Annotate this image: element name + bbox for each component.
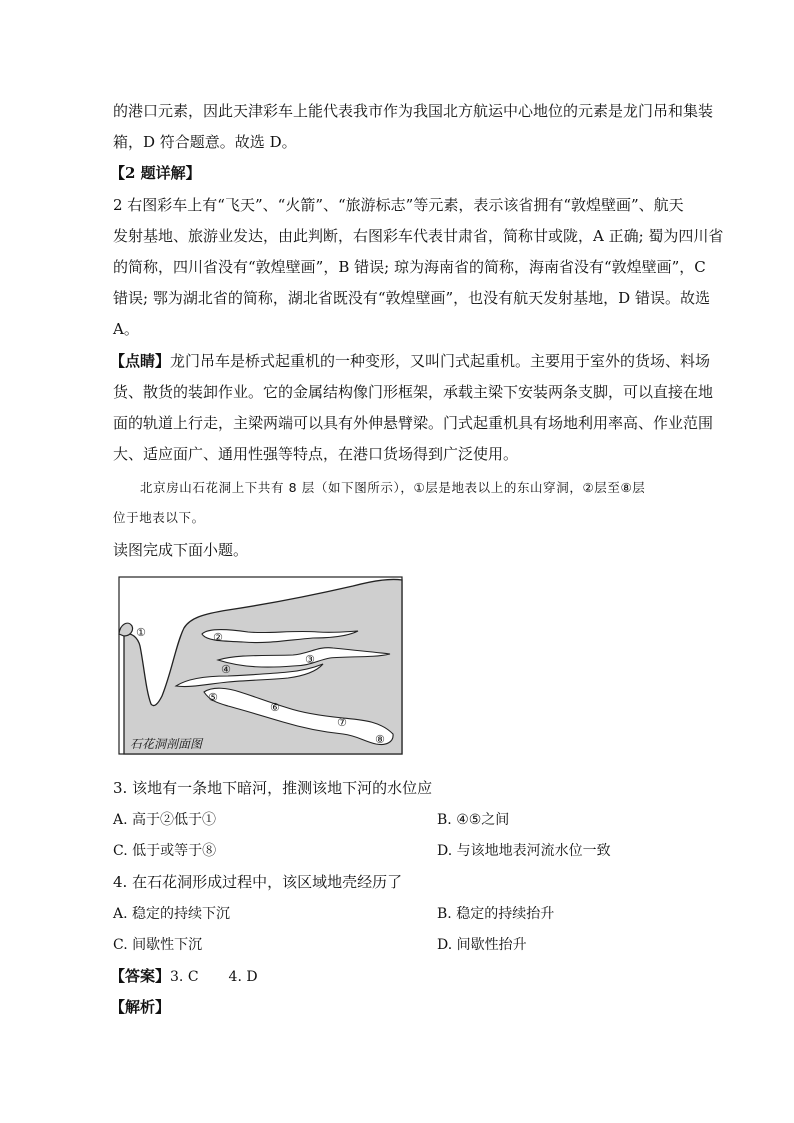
layer-label-5: ⑤ xyxy=(208,691,218,704)
layer-label-1: ① xyxy=(136,626,146,639)
tip-line: 面的轨道上行走，主梁两端可以具有外伸悬臂梁。门式起重机具有场地利用率高、作业范围 xyxy=(113,414,714,432)
paragraph-line: 的港口元素，因此天津彩车上能代表我市作为我国北方航运中心地位的元素是龙门吊和集装 xyxy=(113,102,714,120)
paragraph-line: 箱，D 符合题意。故选 D。 xyxy=(113,133,297,151)
answer-line xyxy=(110,966,258,987)
figure-caption: 石花洞剖面图 xyxy=(130,737,203,751)
intro-line: 北京房山石花洞上下共有 8 层（如下图所示），①层是地表以上的东山穿洞，②层至⑧层 xyxy=(140,480,646,495)
question-3-stem: 3. 该地有一条地下暗河，推测该地下河的水位应 xyxy=(113,779,433,797)
paragraph-line: 错误; 鄂为湖北省的简称，湖北省既没有“敦煌壁画”，也没有航天发射基地，D 错误。故选 xyxy=(113,289,710,307)
question-4-option-d[interactable]: D. 间歇性抬升 xyxy=(437,937,527,953)
intro-line: 位于地表以下。 xyxy=(113,510,205,525)
section-heading-q2: 【2 题详解】 xyxy=(110,164,201,182)
answer-label: 【答案】 xyxy=(110,967,171,985)
tip-line xyxy=(110,351,710,371)
question-3-option-b[interactable]: B. ④⑤之间 xyxy=(437,812,510,828)
cave-section-figure xyxy=(118,576,404,756)
question-4-option-b[interactable]: B. 稳定的持续抬升 xyxy=(437,906,555,922)
cave-section-diagram xyxy=(118,576,404,756)
layer-label-4: ④ xyxy=(221,663,231,676)
tip-text: 龙门吊车是桥式起重机的一种变形，又叫门式起重机。主要用于室外的货场、料场 xyxy=(170,352,711,370)
layer-label-3: ③ xyxy=(305,653,315,666)
layer-label-2: ② xyxy=(213,631,223,644)
tip-line: 货、散货的装卸作业。它的金属结构像门形框架，承载主梁下安装两条支脚，可以直接在地 xyxy=(113,383,714,401)
question-4-option-a[interactable]: A. 稳定的持续下沉 xyxy=(113,906,231,922)
layer-label-7: ⑦ xyxy=(337,716,347,729)
question-3-option-c[interactable]: C. 低于或等于⑧ xyxy=(113,843,217,859)
instruction: 读图完成下面小题。 xyxy=(113,541,249,559)
tip-line: 大、适应面广、通用性强等特点，在港口货场得到广泛使用。 xyxy=(113,445,519,463)
paragraph-line: 2 右图彩车上有“飞天”、“火箭”、“旅游标志”等元素，表示该省拥有“敦煌壁画”、航天 xyxy=(113,196,684,214)
answer-q4: 4. D xyxy=(228,969,258,985)
layer-label-6: ⑥ xyxy=(270,701,280,714)
question-4-stem: 4. 在石花洞形成过程中，该区域地壳经历了 xyxy=(113,873,403,891)
analysis-heading: 【解析】 xyxy=(110,998,171,1016)
paragraph-line: 的简称，四川省没有“敦煌壁画”，B 错误; 琼为海南省的简称，海南省没有“敦煌壁画”，C xyxy=(113,258,706,276)
paragraph-line: A。 xyxy=(113,320,139,338)
question-3-option-d[interactable]: D. 与该地地表河流水位一致 xyxy=(437,843,611,859)
layer-label-8: ⑧ xyxy=(375,733,385,746)
answer-q3: 3. C xyxy=(170,969,199,985)
tip-label: 【点睛】 xyxy=(110,352,171,370)
question-4-option-c[interactable]: C. 间歇性下沉 xyxy=(113,937,203,953)
paragraph-line: 发射基地、旅游业发达，由此判断，右图彩车代表甘肃省，简称甘或陇，A 正确; 蜀为四川省 xyxy=(113,227,724,245)
question-3-option-a[interactable]: A. 高于②低于① xyxy=(113,812,217,828)
